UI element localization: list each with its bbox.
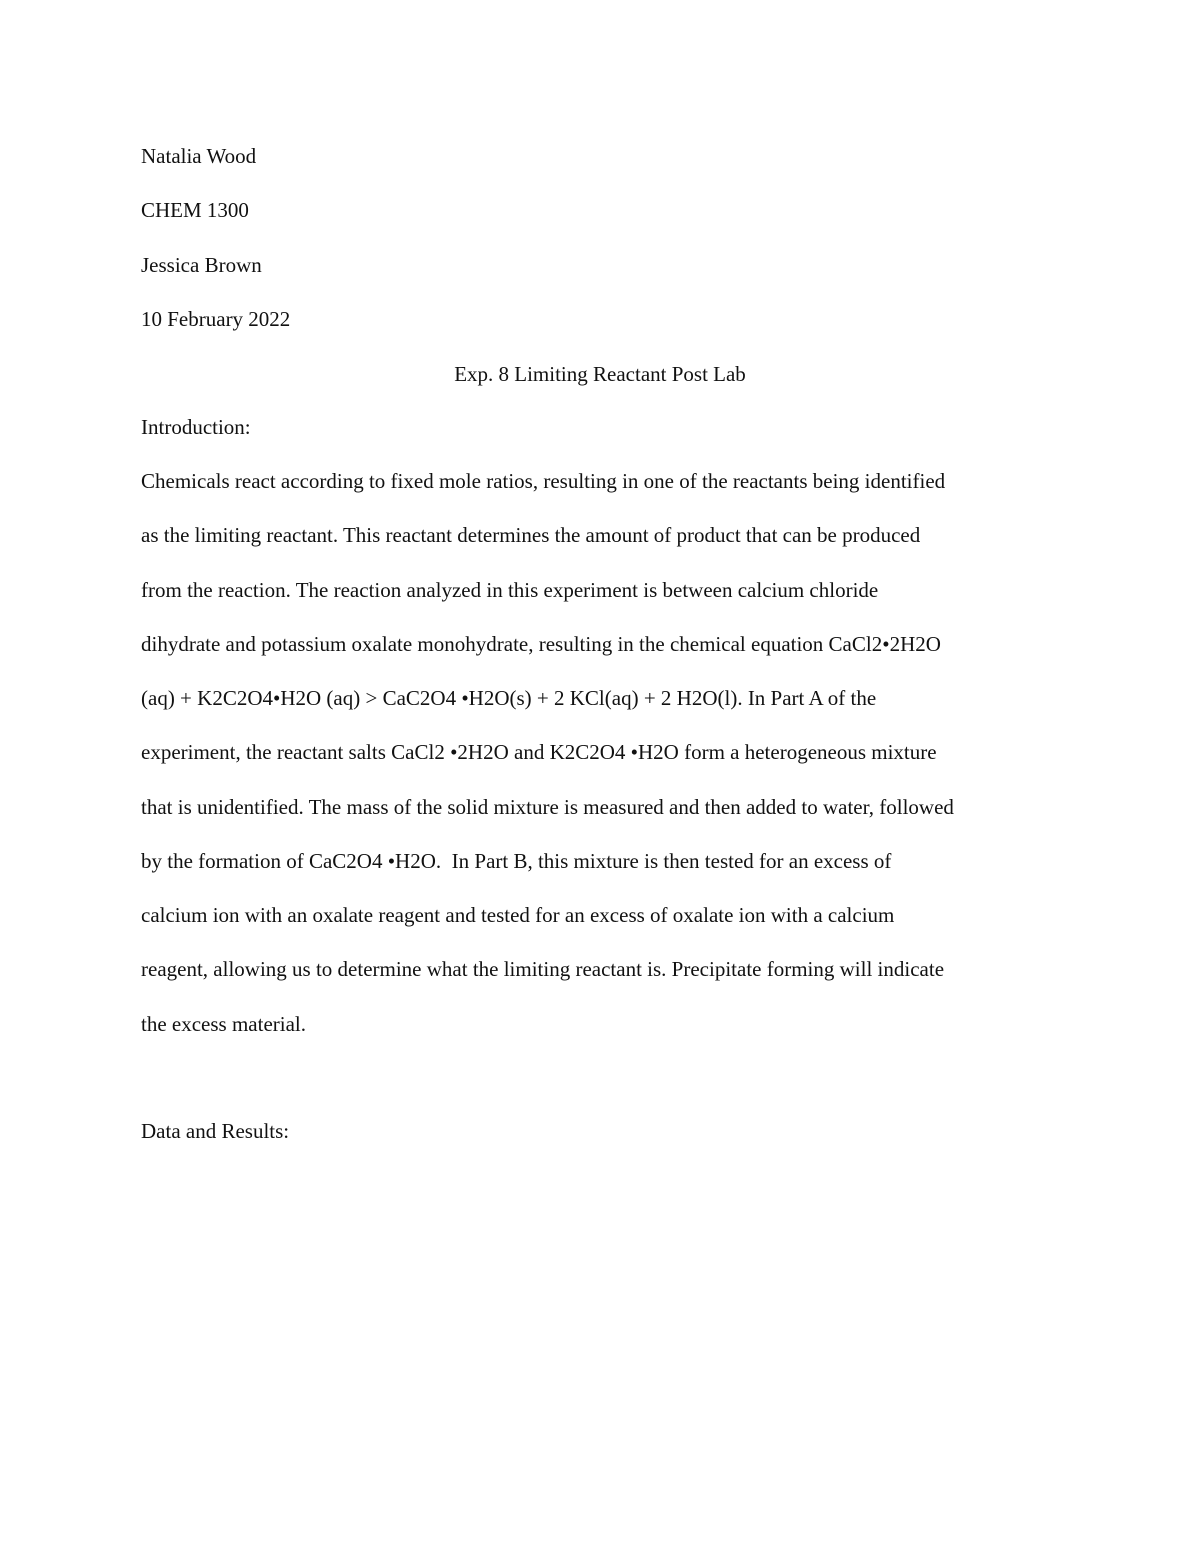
paragraph-line: (aq) + K2C2O4•H2O (aq) > CaC2O4 •H2O(s) + 2 KCl(aq) + 2 H2O(l). In Part A of the — [141, 686, 877, 710]
paragraph-line: as the limiting reactant. This reactant determines the amount of product that can be produced — [141, 523, 921, 547]
paragraph-line: calcium ion with an oxalate reagent and tested for an excess of oxalate ion with a calcium — [141, 903, 895, 927]
document-date: 10 February 2022 — [141, 307, 291, 331]
paragraph-line: dihydrate and potassium oxalate monohydrate, resulting in the chemical equation CaCl2•2H2O — [141, 632, 941, 656]
instructor-name: Jessica Brown — [141, 253, 262, 277]
course-number: CHEM 1300 — [141, 198, 249, 222]
paragraph-line: the excess material. — [141, 1012, 307, 1036]
paragraph-line: by the formation of CaC2O4 •H2O. In Part B, this mixture is then tested for an excess of — [141, 849, 892, 873]
paragraph-line: from the reaction. The reaction analyzed in this experiment is between calcium chloride — [141, 578, 879, 602]
data-results-heading: Data and Results: — [141, 1119, 290, 1143]
introduction-heading: Introduction: — [141, 415, 251, 439]
document-title: Exp. 8 Limiting Reactant Post Lab — [454, 362, 746, 386]
paragraph-line: Chemicals react according to fixed mole ratios, resulting in one of the reactants being identified — [141, 469, 946, 493]
paragraph-line: that is unidentified. The mass of the solid mixture is measured and then added to water, followed — [141, 795, 954, 819]
paragraph-line: reagent, allowing us to determine what the limiting reactant is. Precipitate forming will indicate — [141, 957, 945, 981]
paragraph-line: experiment, the reactant salts CaCl2 •2H2O and K2C2O4 •H2O form a heterogeneous mixture — [141, 740, 937, 764]
student-name: Natalia Wood — [141, 144, 257, 168]
